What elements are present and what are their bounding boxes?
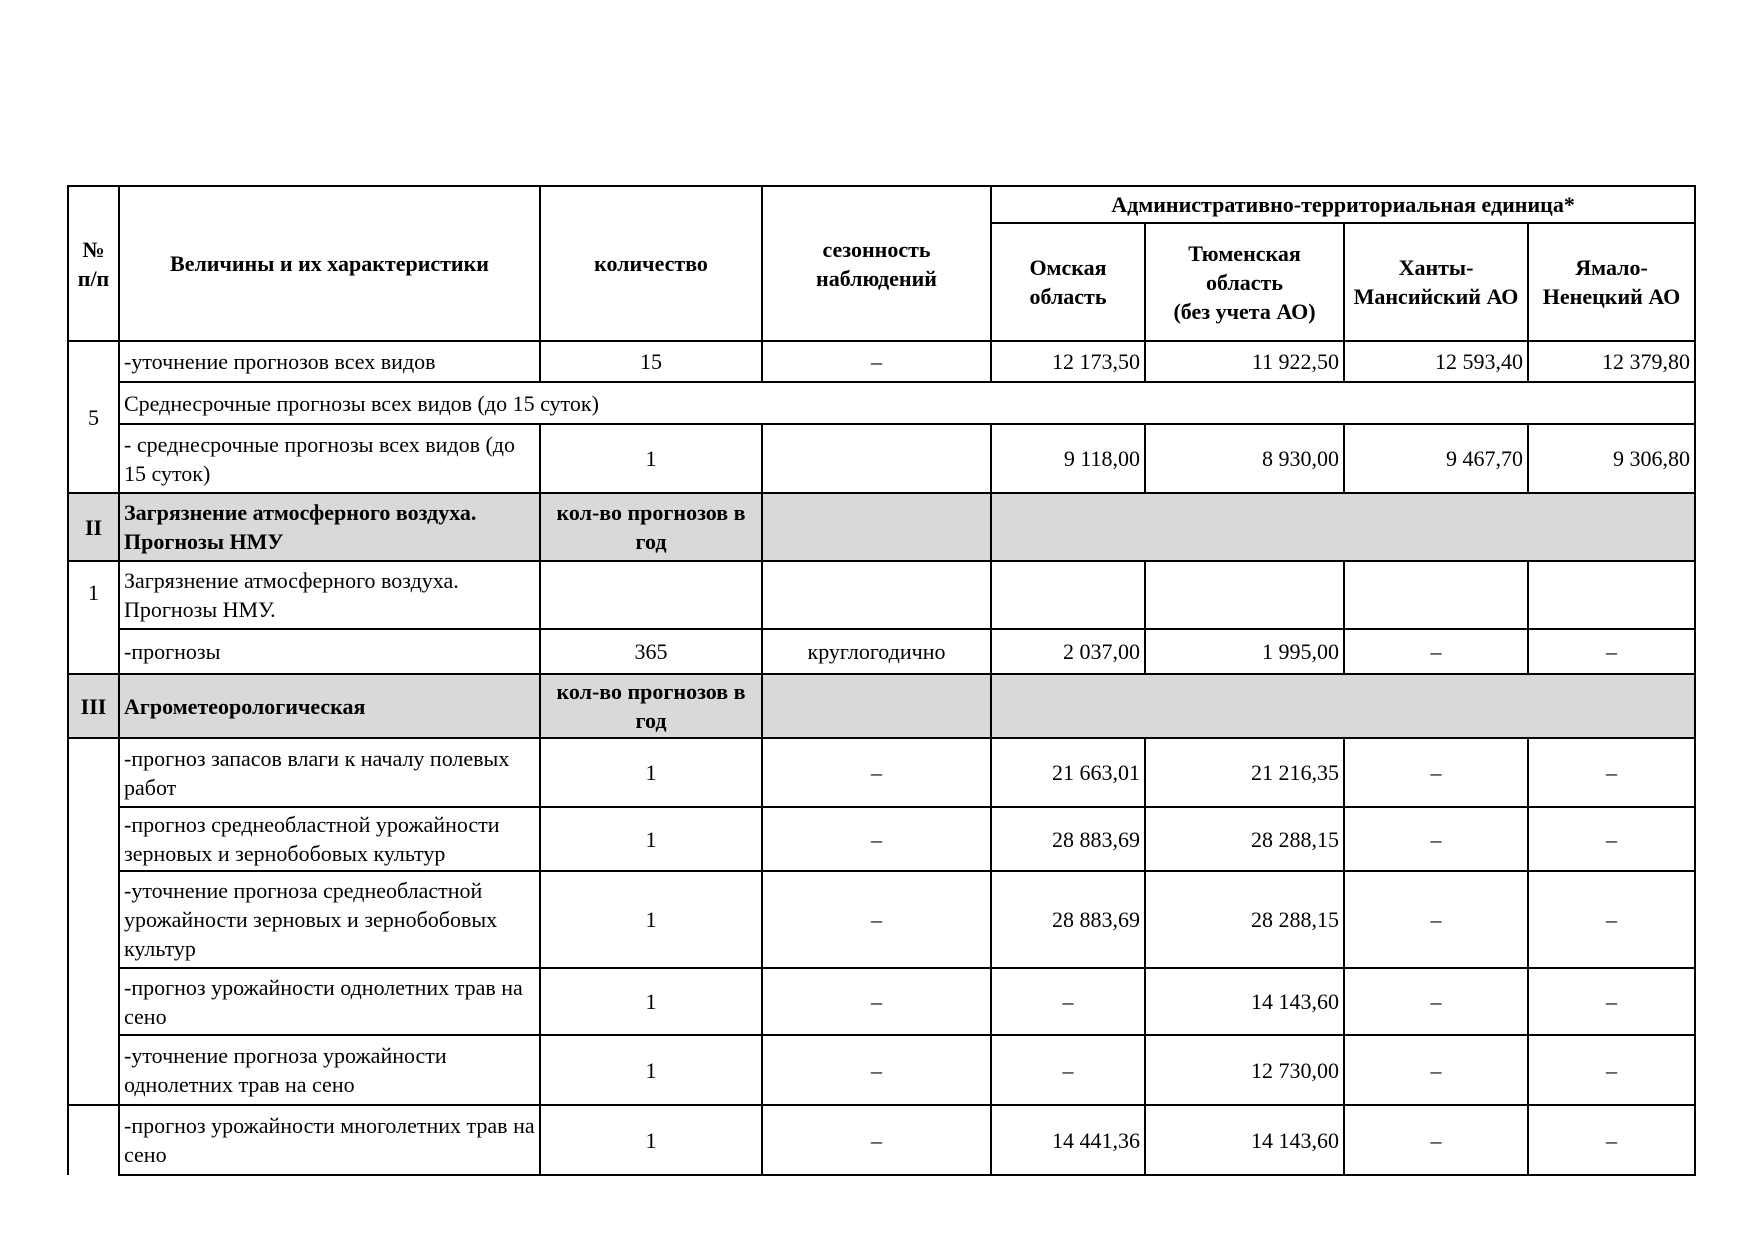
cell-omsk: 28 883,69 (991, 871, 1145, 968)
cell-yanao: – (1528, 807, 1695, 871)
row-season (762, 561, 991, 629)
header-qty: количество (540, 186, 762, 341)
header-season: сезонность наблюдений (762, 186, 991, 341)
row-name: -прогноз запасов влаги к началу полевых работ (119, 738, 540, 807)
header-ate: Административно-территориальная единица* (991, 186, 1695, 223)
table-row (68, 424, 1695, 493)
row-num (68, 738, 119, 1105)
cell-tyumen (1145, 561, 1344, 629)
header-num: № п/п (68, 186, 119, 341)
row-season: – (762, 1105, 991, 1175)
cell-hmao: – (1344, 871, 1528, 968)
section-num: III (68, 674, 119, 738)
cell-hmao: – (1344, 968, 1528, 1035)
row-name: -прогноз среднеобластной урожайности зерновых и зернобобовых культур (119, 807, 540, 871)
table-row (68, 382, 1695, 424)
section-season (762, 493, 991, 561)
cell-tyumen: 14 143,60 (1145, 1105, 1344, 1175)
table-row (68, 807, 1695, 871)
header-tyumen (1145, 223, 1344, 341)
header-row-1 (68, 186, 1695, 223)
header-name: Величины и их характеристики (119, 186, 540, 341)
section-season (762, 674, 991, 738)
row-num (68, 1105, 119, 1175)
cell-omsk: 9 118,00 (991, 424, 1145, 493)
header-yanao: Ямало-Ненецкий АО (1528, 223, 1695, 341)
cell-tyumen: 12 730,00 (1145, 1035, 1344, 1105)
row-season: – (762, 738, 991, 807)
cell-omsk: – (991, 1035, 1145, 1105)
row-name: -уточнение прогнозов всех видов (119, 341, 540, 382)
row-qty: 365 (540, 629, 762, 674)
row-season: – (762, 871, 991, 968)
cell-omsk: – (991, 968, 1145, 1035)
table-row (68, 1105, 1695, 1175)
section-title: Агрометеорологическая (119, 674, 540, 738)
section-qty: кол-во прогнозов в год (540, 493, 762, 561)
cell-omsk: 28 883,69 (991, 807, 1145, 871)
cell-omsk: 2 037,00 (991, 629, 1145, 674)
tariff-table (67, 185, 1696, 1176)
cell-hmao: – (1344, 629, 1528, 674)
section-title: Загрязнение атмосферного воздуха. Прогнозы НМУ (119, 493, 540, 561)
row-qty: 1 (540, 871, 762, 968)
row-season: – (762, 968, 991, 1035)
row-qty: 1 (540, 738, 762, 807)
section-qty: кол-во прогнозов в год (540, 674, 762, 738)
cell-hmao: – (1344, 1105, 1528, 1175)
row-qty: 15 (540, 341, 762, 382)
cell-yanao: – (1528, 968, 1695, 1035)
row-num: 5 (68, 341, 119, 493)
cell-yanao (1528, 561, 1695, 629)
cell-hmao: – (1344, 1035, 1528, 1105)
cell-yanao: – (1528, 738, 1695, 807)
row-name: -прогноз урожайности однолетних трав на сено (119, 968, 540, 1035)
section-row (68, 674, 1695, 738)
section-row (68, 493, 1695, 561)
header-hmao: Ханты-Мансийский АО (1344, 223, 1528, 341)
cell-tyumen: 14 143,60 (1145, 968, 1344, 1035)
cell-omsk: 12 173,50 (991, 341, 1145, 382)
cell-yanao: – (1528, 629, 1695, 674)
row-name: -прогнозы (119, 629, 540, 674)
row-qty (540, 561, 762, 629)
cell-tyumen: 1 995,00 (1145, 629, 1344, 674)
cell-hmao: 9 467,70 (1344, 424, 1528, 493)
cell-yanao: – (1528, 1105, 1695, 1175)
row-qty: 1 (540, 968, 762, 1035)
cell-omsk: 14 441,36 (991, 1105, 1145, 1175)
cell-yanao: 9 306,80 (1528, 424, 1695, 493)
row-qty: 1 (540, 424, 762, 493)
cell-omsk: 21 663,01 (991, 738, 1145, 807)
row-season: круглогодично (762, 629, 991, 674)
row-name: -прогноз урожайности многолетних трав на сено (119, 1105, 540, 1175)
row-qty: 1 (540, 1105, 762, 1175)
section-num: II (68, 493, 119, 561)
table-row (68, 629, 1695, 674)
cell-tyumen: 28 288,15 (1145, 807, 1344, 871)
cell-hmao (1344, 561, 1528, 629)
cell-tyumen: 28 288,15 (1145, 871, 1344, 968)
row-season: – (762, 1035, 991, 1105)
header-tyumen-line2: область (1206, 269, 1283, 295)
cell-yanao: – (1528, 1035, 1695, 1105)
section-empty (991, 493, 1695, 561)
cell-tyumen: 8 930,00 (1145, 424, 1344, 493)
row-name: Загрязнение атмосферного воздуха. Прогнозы НМУ. (119, 561, 540, 629)
row-num: 1 (68, 561, 119, 674)
header-tyumen-line1: Тюменская (1188, 240, 1301, 266)
table-row (68, 561, 1695, 629)
row-name: -уточнение прогноза урожайности однолетних трав на сено (119, 1035, 540, 1105)
cell-hmao: – (1344, 738, 1528, 807)
row-season: – (762, 341, 991, 382)
cell-yanao: 12 379,80 (1528, 341, 1695, 382)
cell-tyumen: 21 216,35 (1145, 738, 1344, 807)
row-name: -уточнение прогноза среднеобластной урожайности зерновых и зернобобовых культур (119, 871, 540, 968)
cell-yanao: – (1528, 871, 1695, 968)
cell-omsk (991, 561, 1145, 629)
cell-hmao: 12 593,40 (1344, 341, 1528, 382)
table-row (68, 968, 1695, 1035)
table-row (68, 1035, 1695, 1105)
header-tyumen-line3: (без учета АО) (1173, 298, 1316, 324)
header-omsk: Омская область (991, 223, 1145, 341)
row-qty: 1 (540, 807, 762, 871)
row-group-title: Среднесрочные прогнозы всех видов (до 15 суток) (119, 382, 1695, 424)
cell-hmao: – (1344, 807, 1528, 871)
row-qty: 1 (540, 1035, 762, 1105)
table-row (68, 341, 1695, 382)
cell-tyumen: 11 922,50 (1145, 341, 1344, 382)
table-row (68, 871, 1695, 968)
table-row (68, 738, 1695, 807)
row-season: – (762, 807, 991, 871)
row-name: - среднесрочные прогнозы всех видов (до 15 суток) (119, 424, 540, 493)
row-season (762, 424, 991, 493)
section-empty (991, 674, 1695, 738)
